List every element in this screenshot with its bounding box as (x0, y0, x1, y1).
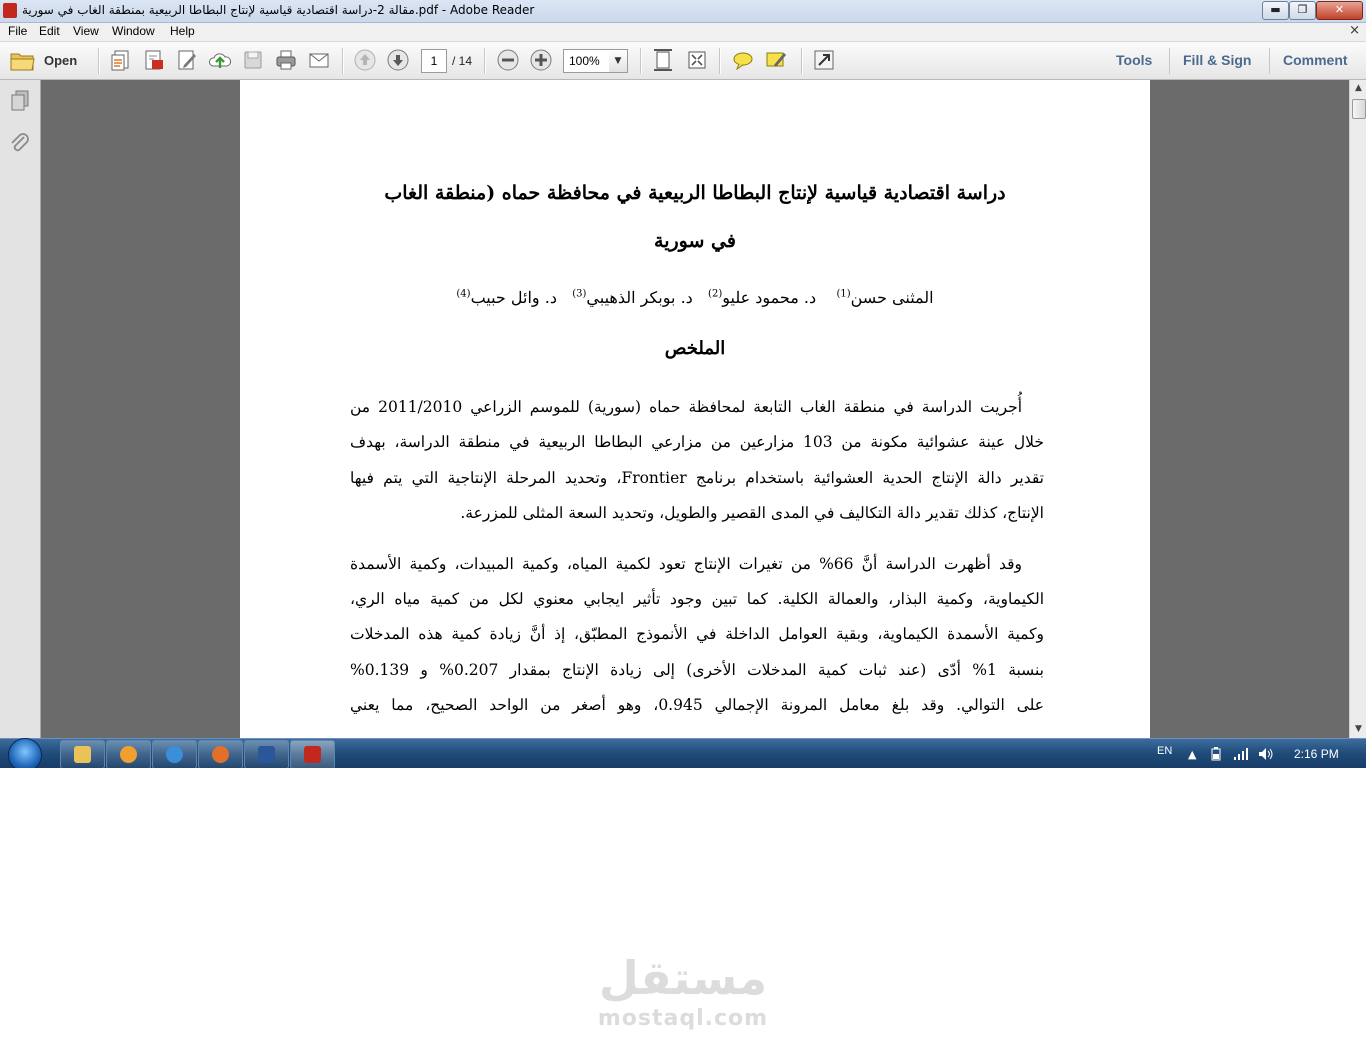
paragraph2-line: وقد أظهرت الدراسة أنَّ 66% من تغيرات الإنتاج تعود لكمية المياه، وكمية المبيدات، وكمية الأسمدة (350, 555, 1022, 573)
page-total: / 14 (452, 54, 473, 68)
adobe-reader-icon (3, 3, 17, 18)
paragraph1-line: تقدير دالة الإنتاج الحدية العشوائية باستخدام برنامج Frontier، وتحديد المرحلة الإنتاجية التي يتم فيها (350, 469, 1044, 487)
document-title-line2: في سورية (654, 230, 736, 252)
author-ref: (3) (572, 288, 587, 300)
toolbar-separator (640, 48, 642, 74)
menu-file[interactable]: File (8, 24, 28, 38)
zoom-dropdown-chevron-down-icon[interactable]: ▼ (609, 49, 628, 73)
author-name: د. بوبكر الذهيبي (586, 288, 693, 307)
create-pdf-icon[interactable] (109, 48, 133, 72)
volume-icon[interactable] (1258, 747, 1274, 761)
author-ref: (4) (456, 288, 471, 300)
maximize-button[interactable]: ❐ (1289, 1, 1316, 20)
toolbar-separator (1269, 48, 1270, 74)
title-bar (0, 0, 1366, 23)
fit-page-icon[interactable] (651, 48, 675, 72)
toolbar-separator (719, 48, 721, 74)
app-icon (120, 746, 137, 763)
paragraph2-line: وكمية الأسمدة الكيماوية، وبقية العوامل الداخلة في الأنموذج المطبّق، إذ أنَّ زيادة كمية هذه المدخلات (350, 625, 1044, 643)
firefox-icon (212, 746, 229, 763)
taskbar-app-button[interactable] (106, 740, 151, 768)
watermark-latin: mostaql.com (597, 1006, 769, 1031)
scroll-down-icon[interactable]: ▼ (1355, 724, 1362, 734)
pdf-page (240, 80, 1150, 750)
paragraph1-line: خلال عينة عشوائية مكونة من 103 مزارعين من مزارعي البطاطا الربيعية في منطقة الدراسة، بهدف (350, 433, 1044, 451)
upload-cloud-icon[interactable] (208, 48, 232, 72)
toolbar-separator (484, 48, 486, 74)
attachments-paperclip-icon[interactable] (8, 132, 32, 156)
comment-button[interactable]: Comment (1283, 52, 1348, 68)
expand-icon[interactable] (812, 48, 836, 72)
paragraph1-line: الإنتاج، كذلك تقدير دالة التكاليف في المدى القصير والطويل، وتحديد السعة المثلى للمزرعة. (460, 504, 1044, 522)
taskbar-explorer-button[interactable] (60, 740, 105, 768)
page-number-input[interactable]: 1 (421, 49, 447, 73)
abstract-heading: الملخص (664, 338, 726, 359)
menu-bar (0, 23, 1366, 42)
previous-page-icon[interactable] (353, 48, 377, 72)
scroll-up-icon[interactable]: ▲ (1355, 83, 1362, 93)
sticky-note-icon[interactable] (731, 48, 755, 72)
watermark-logo (583, 950, 783, 1031)
highlight-text-icon[interactable] (764, 48, 788, 72)
menu-edit[interactable]: Edit (39, 24, 60, 38)
menu-help[interactable]: Help (170, 24, 195, 38)
authors-line (430, 288, 960, 307)
internet-explorer-icon (166, 746, 183, 763)
page-thumbnails-icon[interactable] (8, 88, 32, 112)
export-pdf-icon[interactable] (142, 48, 166, 72)
zoom-out-icon[interactable] (496, 48, 520, 72)
watermark-arabic: مستقل (598, 951, 768, 1005)
author-name: د. محمود عليو (722, 288, 817, 307)
close-button[interactable]: ✕ (1316, 1, 1363, 20)
author-name: المثنى حسن (850, 288, 934, 307)
author-name: د. وائل حبيب (470, 288, 557, 307)
folder-icon (10, 50, 36, 72)
author-ref: (1) (836, 288, 851, 300)
taskbar-word-button[interactable] (244, 740, 289, 768)
tray-expand-icon[interactable]: ▲ (1188, 748, 1197, 761)
minimize-button[interactable]: ▬ (1262, 1, 1289, 20)
network-signal-icon[interactable] (1233, 747, 1249, 761)
taskbar-adobe-reader-button[interactable] (290, 740, 335, 768)
taskbar (0, 738, 1366, 768)
paragraph2-line: على التوالي. وقد بلغ معامل المرونة الإجمالي 0.945، وهو أصغر من الواحد الصحيح، مما يعني (350, 696, 1044, 714)
open-button-label: Open (44, 53, 78, 68)
vertical-scrollbar[interactable] (1349, 80, 1366, 738)
menu-close-icon[interactable]: × (1349, 23, 1360, 38)
zoom-level-input[interactable]: 100% (563, 49, 616, 73)
toolbar-separator (98, 48, 100, 74)
menu-window[interactable]: Window (112, 24, 155, 38)
adobe-reader-icon (304, 746, 321, 763)
toolbar-separator (1169, 48, 1170, 74)
toolbar (0, 42, 1366, 80)
email-icon[interactable] (307, 48, 331, 72)
menu-view[interactable]: View (73, 24, 99, 38)
paragraph2-line: الكيماوية، وكمية البذار، والعمالة الكلية. كما تبين وجود تأثير ايجابي معنوي لكل من كمية مياه الري، (350, 590, 1044, 608)
taskbar-ie-button[interactable] (152, 740, 197, 768)
battery-icon[interactable] (1211, 747, 1221, 761)
language-indicator[interactable]: EN (1157, 745, 1173, 757)
paragraph2-line: بنسبة 1% أدّى (عند ثبات كمية المدخلات الأخرى) إلى زيادة الإنتاج بمقدار 0.207% و 0.139% (350, 661, 1044, 679)
author-ref: (2) (708, 288, 723, 300)
paragraph1-line: أُجريت الدراسة في منطقة الغاب التابعة لمحافظة حماه (سورية) للموسم الزراعي 2011/2010 من (350, 398, 1023, 416)
start-button[interactable] (8, 738, 42, 768)
full-screen-icon[interactable] (685, 48, 709, 72)
document-viewport[interactable] (41, 80, 1349, 738)
folder-icon (74, 746, 91, 763)
toolbar-separator (801, 48, 803, 74)
word-icon (258, 746, 275, 763)
taskbar-firefox-button[interactable] (198, 740, 243, 768)
next-page-icon[interactable] (386, 48, 410, 72)
window-title: مقالة 2-دراسة اقتصادية قياسية لإنتاج البطاطا الربيعية بمنطقة الغاب في سورية.pdf - Adobe Reader (22, 3, 535, 17)
tools-button[interactable]: Tools (1116, 52, 1153, 68)
save-icon[interactable] (241, 48, 265, 72)
toolbar-separator (342, 48, 344, 74)
scrollbar-thumb[interactable] (1352, 99, 1366, 119)
fill-sign-button[interactable]: Fill & Sign (1183, 52, 1252, 68)
document-title-line1: دراسة اقتصادية قياسية لإنتاج البطاطا الربيعية في محافظة حماه (منطقة الغاب (384, 182, 1006, 204)
navigation-pane (0, 80, 41, 738)
edit-pdf-icon[interactable] (175, 48, 199, 72)
system-clock[interactable]: 2:16 PM (1294, 747, 1339, 761)
zoom-in-icon[interactable] (529, 48, 553, 72)
print-icon[interactable] (274, 48, 298, 72)
